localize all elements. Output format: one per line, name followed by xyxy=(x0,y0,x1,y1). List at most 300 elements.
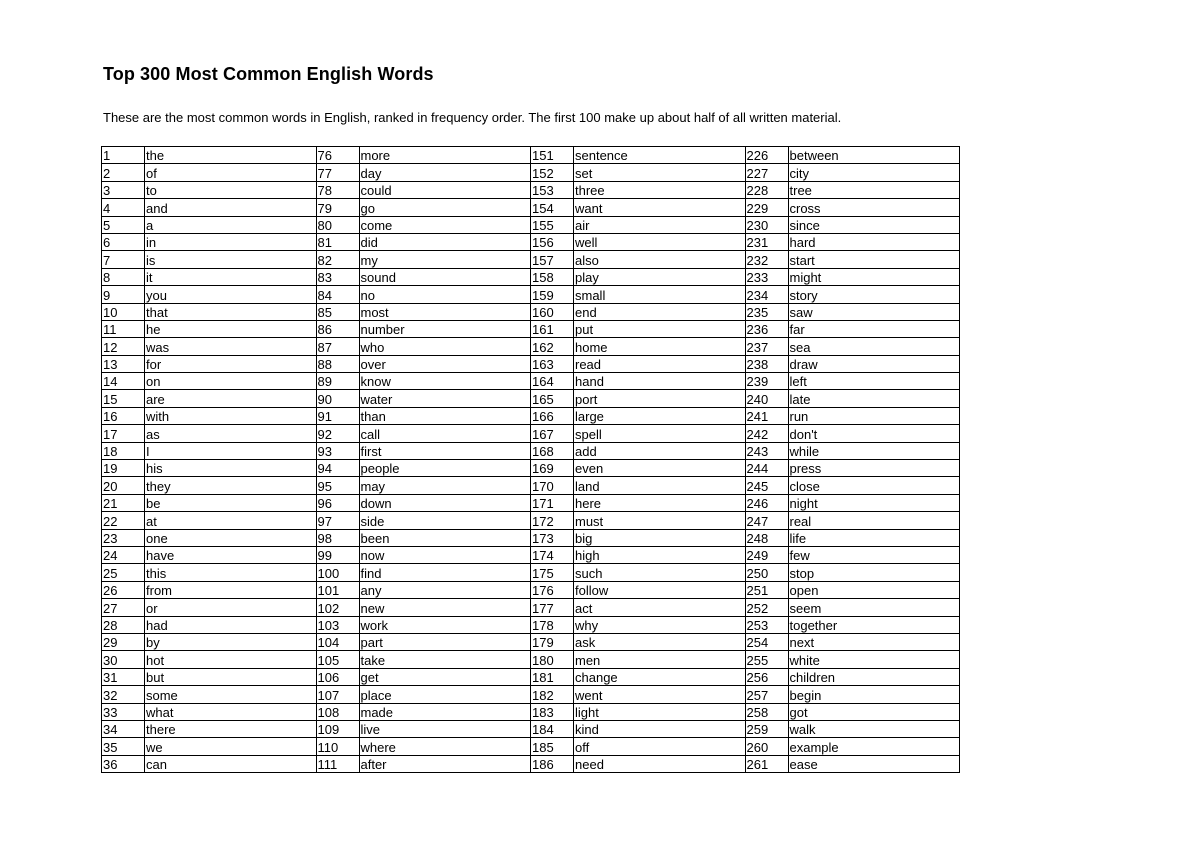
rank-cell: 250 xyxy=(745,564,788,581)
table-row xyxy=(102,303,960,320)
word-cell: need xyxy=(574,755,746,772)
word-cell: than xyxy=(359,407,531,424)
rank-cell: 19 xyxy=(102,460,145,477)
word-cell: close xyxy=(788,477,960,494)
rank-cell: 6 xyxy=(102,233,145,250)
word-cell: on xyxy=(145,373,317,390)
word-cell: water xyxy=(359,390,531,407)
rank-cell: 110 xyxy=(316,738,359,755)
word-cell: men xyxy=(574,651,746,668)
rank-cell: 107 xyxy=(316,686,359,703)
word-cell: call xyxy=(359,425,531,442)
word-cell: who xyxy=(359,338,531,355)
table-row xyxy=(102,564,960,581)
rank-cell: 178 xyxy=(531,616,574,633)
word-cell: live xyxy=(359,720,531,737)
rank-cell: 5 xyxy=(102,216,145,233)
table-row xyxy=(102,581,960,598)
word-cell: tree xyxy=(788,181,960,198)
word-cell: sound xyxy=(359,268,531,285)
word-cell: that xyxy=(145,303,317,320)
word-cell: play xyxy=(574,268,746,285)
rank-cell: 246 xyxy=(745,494,788,511)
word-cell: while xyxy=(788,442,960,459)
word-cell: off xyxy=(574,738,746,755)
rank-cell: 168 xyxy=(531,442,574,459)
rank-cell: 99 xyxy=(316,546,359,563)
word-cell: no xyxy=(359,286,531,303)
rank-cell: 101 xyxy=(316,581,359,598)
word-cell: side xyxy=(359,512,531,529)
rank-cell: 232 xyxy=(745,251,788,268)
table-row xyxy=(102,268,960,285)
table-row xyxy=(102,442,960,459)
rank-cell: 237 xyxy=(745,338,788,355)
word-cell: a xyxy=(145,216,317,233)
word-cell: it xyxy=(145,268,317,285)
word-cell: kind xyxy=(574,720,746,737)
word-cell: real xyxy=(788,512,960,529)
word-cell: press xyxy=(788,460,960,477)
word-cell: change xyxy=(574,668,746,685)
word-cell: to xyxy=(145,181,317,198)
word-cell: where xyxy=(359,738,531,755)
word-cell: but xyxy=(145,668,317,685)
rank-cell: 20 xyxy=(102,477,145,494)
word-cell: large xyxy=(574,407,746,424)
word-cell: day xyxy=(359,164,531,181)
word-cell: be xyxy=(145,494,317,511)
rank-cell: 80 xyxy=(316,216,359,233)
word-cell: open xyxy=(788,581,960,598)
rank-cell: 95 xyxy=(316,477,359,494)
word-cell: was xyxy=(145,338,317,355)
rank-cell: 24 xyxy=(102,546,145,563)
word-cell: I xyxy=(145,442,317,459)
word-cell: read xyxy=(574,355,746,372)
word-cell: know xyxy=(359,373,531,390)
word-cell: seem xyxy=(788,599,960,616)
rank-cell: 155 xyxy=(531,216,574,233)
rank-cell: 81 xyxy=(316,233,359,250)
rank-cell: 181 xyxy=(531,668,574,685)
word-cell: go xyxy=(359,199,531,216)
rank-cell: 161 xyxy=(531,320,574,337)
word-cell: land xyxy=(574,477,746,494)
rank-cell: 4 xyxy=(102,199,145,216)
rank-cell: 160 xyxy=(531,303,574,320)
rank-cell: 240 xyxy=(745,390,788,407)
word-cell: down xyxy=(359,494,531,511)
rank-cell: 229 xyxy=(745,199,788,216)
word-cell: small xyxy=(574,286,746,303)
word-cell: white xyxy=(788,651,960,668)
word-cell: had xyxy=(145,616,317,633)
rank-cell: 9 xyxy=(102,286,145,303)
rank-cell: 10 xyxy=(102,303,145,320)
rank-cell: 32 xyxy=(102,686,145,703)
rank-cell: 167 xyxy=(531,425,574,442)
word-cell: few xyxy=(788,546,960,563)
word-cell: one xyxy=(145,529,317,546)
word-cell: did xyxy=(359,233,531,250)
rank-cell: 2 xyxy=(102,164,145,181)
rank-cell: 14 xyxy=(102,373,145,390)
rank-cell: 103 xyxy=(316,616,359,633)
rank-cell: 84 xyxy=(316,286,359,303)
rank-cell: 17 xyxy=(102,425,145,442)
rank-cell: 158 xyxy=(531,268,574,285)
rank-cell: 239 xyxy=(745,373,788,390)
rank-cell: 16 xyxy=(102,407,145,424)
word-cell: hard xyxy=(788,233,960,250)
rank-cell: 234 xyxy=(745,286,788,303)
word-cell: come xyxy=(359,216,531,233)
word-cell: of xyxy=(145,164,317,181)
word-cell: as xyxy=(145,425,317,442)
rank-cell: 77 xyxy=(316,164,359,181)
word-cell: you xyxy=(145,286,317,303)
rank-cell: 85 xyxy=(316,303,359,320)
rank-cell: 106 xyxy=(316,668,359,685)
table-row xyxy=(102,755,960,772)
rank-cell: 176 xyxy=(531,581,574,598)
word-cell: such xyxy=(574,564,746,581)
word-cell: hot xyxy=(145,651,317,668)
word-cell: ask xyxy=(574,633,746,650)
word-cell: far xyxy=(788,320,960,337)
word-cell: most xyxy=(359,303,531,320)
rank-cell: 163 xyxy=(531,355,574,372)
table-row xyxy=(102,407,960,424)
table-row xyxy=(102,633,960,650)
rank-cell: 261 xyxy=(745,755,788,772)
word-cell: add xyxy=(574,442,746,459)
rank-cell: 8 xyxy=(102,268,145,285)
rank-cell: 76 xyxy=(316,147,359,164)
rank-cell: 235 xyxy=(745,303,788,320)
table-row xyxy=(102,251,960,268)
word-cell: children xyxy=(788,668,960,685)
table-row xyxy=(102,460,960,477)
rank-cell: 22 xyxy=(102,512,145,529)
word-cell: also xyxy=(574,251,746,268)
rank-cell: 91 xyxy=(316,407,359,424)
rank-cell: 105 xyxy=(316,651,359,668)
rank-cell: 3 xyxy=(102,181,145,198)
word-cell: went xyxy=(574,686,746,703)
word-cell: together xyxy=(788,616,960,633)
word-cell: in xyxy=(145,233,317,250)
word-cell: first xyxy=(359,442,531,459)
table-row xyxy=(102,233,960,250)
word-cell: for xyxy=(145,355,317,372)
word-cell: they xyxy=(145,477,317,494)
word-cell: place xyxy=(359,686,531,703)
word-cell: sea xyxy=(788,338,960,355)
rank-cell: 241 xyxy=(745,407,788,424)
word-cell: this xyxy=(145,564,317,581)
word-cell: here xyxy=(574,494,746,511)
rank-cell: 247 xyxy=(745,512,788,529)
rank-cell: 97 xyxy=(316,512,359,529)
word-cell: what xyxy=(145,703,317,720)
word-cell: is xyxy=(145,251,317,268)
word-cell: high xyxy=(574,546,746,563)
word-cell: want xyxy=(574,199,746,216)
word-cell: get xyxy=(359,668,531,685)
rank-cell: 185 xyxy=(531,738,574,755)
table-row xyxy=(102,147,960,164)
word-cell: why xyxy=(574,616,746,633)
word-cell: light xyxy=(574,703,746,720)
table-row xyxy=(102,320,960,337)
table-row xyxy=(102,390,960,407)
rank-cell: 233 xyxy=(745,268,788,285)
rank-cell: 88 xyxy=(316,355,359,372)
word-cell: life xyxy=(788,529,960,546)
rank-cell: 254 xyxy=(745,633,788,650)
word-cell: got xyxy=(788,703,960,720)
rank-cell: 12 xyxy=(102,338,145,355)
rank-cell: 36 xyxy=(102,755,145,772)
word-cell: at xyxy=(145,512,317,529)
rank-cell: 236 xyxy=(745,320,788,337)
page-intro: These are the most common words in English, ranked in frequency order. The first 100 make up about half of all written material. xyxy=(103,110,842,125)
word-cell: from xyxy=(145,581,317,598)
table-row xyxy=(102,686,960,703)
rank-cell: 228 xyxy=(745,181,788,198)
rank-cell: 90 xyxy=(316,390,359,407)
rank-cell: 243 xyxy=(745,442,788,459)
word-cell: run xyxy=(788,407,960,424)
rank-cell: 164 xyxy=(531,373,574,390)
rank-cell: 252 xyxy=(745,599,788,616)
word-cell: follow xyxy=(574,581,746,598)
rank-cell: 260 xyxy=(745,738,788,755)
rank-cell: 238 xyxy=(745,355,788,372)
table-row xyxy=(102,286,960,303)
word-cell: big xyxy=(574,529,746,546)
word-cell: spell xyxy=(574,425,746,442)
word-table xyxy=(101,146,960,773)
table-row xyxy=(102,373,960,390)
word-cell: any xyxy=(359,581,531,598)
rank-cell: 174 xyxy=(531,546,574,563)
word-cell: the xyxy=(145,147,317,164)
rank-cell: 94 xyxy=(316,460,359,477)
rank-cell: 230 xyxy=(745,216,788,233)
word-cell: saw xyxy=(788,303,960,320)
word-cell: more xyxy=(359,147,531,164)
rank-cell: 28 xyxy=(102,616,145,633)
rank-cell: 183 xyxy=(531,703,574,720)
word-cell: some xyxy=(145,686,317,703)
word-cell: end xyxy=(574,303,746,320)
rank-cell: 100 xyxy=(316,564,359,581)
rank-cell: 182 xyxy=(531,686,574,703)
rank-cell: 109 xyxy=(316,720,359,737)
rank-cell: 172 xyxy=(531,512,574,529)
table-row xyxy=(102,616,960,633)
rank-cell: 31 xyxy=(102,668,145,685)
rank-cell: 256 xyxy=(745,668,788,685)
rank-cell: 157 xyxy=(531,251,574,268)
rank-cell: 248 xyxy=(745,529,788,546)
word-cell: could xyxy=(359,181,531,198)
word-cell: may xyxy=(359,477,531,494)
rank-cell: 83 xyxy=(316,268,359,285)
word-cell: late xyxy=(788,390,960,407)
word-cell: and xyxy=(145,199,317,216)
rank-cell: 166 xyxy=(531,407,574,424)
rank-cell: 251 xyxy=(745,581,788,598)
word-cell: three xyxy=(574,181,746,198)
word-cell: walk xyxy=(788,720,960,737)
rank-cell: 86 xyxy=(316,320,359,337)
rank-cell: 89 xyxy=(316,373,359,390)
word-cell: or xyxy=(145,599,317,616)
rank-cell: 186 xyxy=(531,755,574,772)
word-cell: work xyxy=(359,616,531,633)
rank-cell: 15 xyxy=(102,390,145,407)
page-title: Top 300 Most Common English Words xyxy=(103,64,434,84)
word-cell: after xyxy=(359,755,531,772)
rank-cell: 79 xyxy=(316,199,359,216)
word-cell: been xyxy=(359,529,531,546)
word-cell: even xyxy=(574,460,746,477)
rank-cell: 175 xyxy=(531,564,574,581)
word-cell: we xyxy=(145,738,317,755)
table-row xyxy=(102,216,960,233)
rank-cell: 258 xyxy=(745,703,788,720)
rank-cell: 27 xyxy=(102,599,145,616)
word-cell: next xyxy=(788,633,960,650)
word-cell: find xyxy=(359,564,531,581)
rank-cell: 34 xyxy=(102,720,145,737)
rank-cell: 30 xyxy=(102,651,145,668)
rank-cell: 35 xyxy=(102,738,145,755)
word-table-body xyxy=(102,147,960,773)
table-row xyxy=(102,668,960,685)
rank-cell: 18 xyxy=(102,442,145,459)
word-cell: have xyxy=(145,546,317,563)
rank-cell: 169 xyxy=(531,460,574,477)
rank-cell: 93 xyxy=(316,442,359,459)
word-cell: made xyxy=(359,703,531,720)
rank-cell: 11 xyxy=(102,320,145,337)
table-row xyxy=(102,199,960,216)
table-row xyxy=(102,651,960,668)
word-cell: take xyxy=(359,651,531,668)
rank-cell: 92 xyxy=(316,425,359,442)
table-row xyxy=(102,720,960,737)
table-row xyxy=(102,355,960,372)
word-cell: my xyxy=(359,251,531,268)
rank-cell: 154 xyxy=(531,199,574,216)
rank-cell: 171 xyxy=(531,494,574,511)
word-cell: hand xyxy=(574,373,746,390)
word-cell: home xyxy=(574,338,746,355)
word-cell: story xyxy=(788,286,960,303)
word-cell: set xyxy=(574,164,746,181)
word-cell: put xyxy=(574,320,746,337)
rank-cell: 7 xyxy=(102,251,145,268)
rank-cell: 227 xyxy=(745,164,788,181)
rank-cell: 152 xyxy=(531,164,574,181)
rank-cell: 21 xyxy=(102,494,145,511)
word-cell: might xyxy=(788,268,960,285)
rank-cell: 249 xyxy=(745,546,788,563)
rank-cell: 184 xyxy=(531,720,574,737)
rank-cell: 242 xyxy=(745,425,788,442)
table-row xyxy=(102,512,960,529)
rank-cell: 111 xyxy=(316,755,359,772)
rank-cell: 29 xyxy=(102,633,145,650)
word-cell: are xyxy=(145,390,317,407)
word-cell: part xyxy=(359,633,531,650)
word-cell: must xyxy=(574,512,746,529)
word-cell: sentence xyxy=(574,147,746,164)
word-cell: well xyxy=(574,233,746,250)
word-cell: ease xyxy=(788,755,960,772)
word-cell: since xyxy=(788,216,960,233)
word-cell: he xyxy=(145,320,317,337)
rank-cell: 231 xyxy=(745,233,788,250)
rank-cell: 78 xyxy=(316,181,359,198)
rank-cell: 259 xyxy=(745,720,788,737)
word-cell: cross xyxy=(788,199,960,216)
table-row xyxy=(102,425,960,442)
word-cell: people xyxy=(359,460,531,477)
table-row xyxy=(102,181,960,198)
rank-cell: 25 xyxy=(102,564,145,581)
word-cell: begin xyxy=(788,686,960,703)
word-cell: night xyxy=(788,494,960,511)
rank-cell: 23 xyxy=(102,529,145,546)
word-cell: left xyxy=(788,373,960,390)
rank-cell: 179 xyxy=(531,633,574,650)
word-cell: stop xyxy=(788,564,960,581)
word-cell: by xyxy=(145,633,317,650)
rank-cell: 87 xyxy=(316,338,359,355)
word-cell: air xyxy=(574,216,746,233)
rank-cell: 245 xyxy=(745,477,788,494)
word-cell: with xyxy=(145,407,317,424)
table-row xyxy=(102,599,960,616)
word-cell: new xyxy=(359,599,531,616)
rank-cell: 1 xyxy=(102,147,145,164)
rank-cell: 33 xyxy=(102,703,145,720)
word-cell: port xyxy=(574,390,746,407)
rank-cell: 151 xyxy=(531,147,574,164)
table-row xyxy=(102,546,960,563)
word-cell: his xyxy=(145,460,317,477)
word-cell: there xyxy=(145,720,317,737)
rank-cell: 226 xyxy=(745,147,788,164)
rank-cell: 108 xyxy=(316,703,359,720)
rank-cell: 255 xyxy=(745,651,788,668)
word-cell: draw xyxy=(788,355,960,372)
word-cell: example xyxy=(788,738,960,755)
table-row xyxy=(102,703,960,720)
word-cell: now xyxy=(359,546,531,563)
table-row xyxy=(102,529,960,546)
table-row xyxy=(102,494,960,511)
table-row xyxy=(102,338,960,355)
rank-cell: 82 xyxy=(316,251,359,268)
word-cell: city xyxy=(788,164,960,181)
